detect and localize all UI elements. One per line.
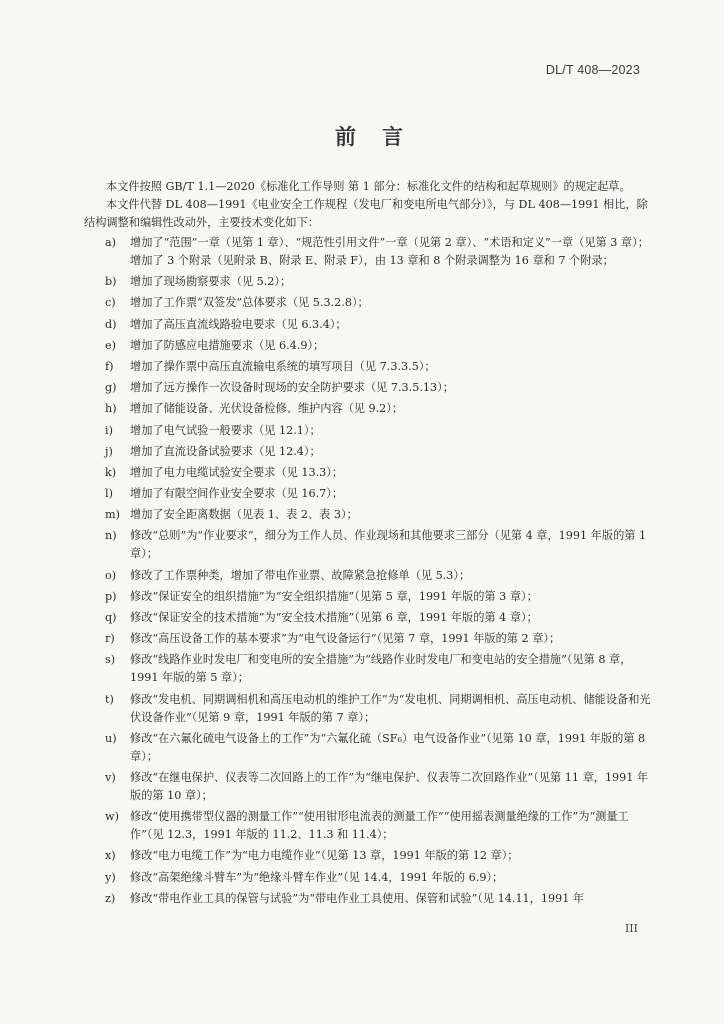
list-item-text: 修改“保证安全的组织措施”为“安全组织措施”（见第 5 章，1991 年版的第 3 章）； — [130, 589, 538, 603]
list-item-marker: z) — [105, 891, 116, 905]
list-item — [84, 400, 652, 418]
list-item-text: 修改“高压设备工作的基本要求”为“电气设备运行”（见第 7 章，1991 年版的第 2 章）； — [130, 632, 561, 646]
list-item — [84, 294, 652, 312]
list-item — [84, 485, 652, 503]
list-item-marker: e) — [105, 338, 116, 352]
list-item-marker: m) — [105, 508, 120, 522]
list-item — [84, 769, 652, 805]
list-item-marker: b) — [105, 275, 117, 289]
list-item-marker: a) — [105, 236, 117, 249]
list-item-marker: f) — [105, 359, 114, 373]
list-item-marker: u) — [105, 731, 117, 745]
list-item-marker: v) — [105, 770, 116, 784]
list-item — [84, 379, 652, 397]
list-item-text: 修改“发电机、同期调相机和高压电动机的维护工作”为“发电机、同期调相机、高压电动机、储能设备和光伏设备作业”（见第 9 章，1991 年版的第 7 章）； — [130, 692, 651, 724]
list-item — [84, 691, 652, 727]
intro-paragraph: 本文件按照 GB/T 1.1—2020《标准化工作导则 第 1 部分：标准化文件的结构和起草规则》的规定起草。 — [106, 180, 631, 193]
list-item-text: 增加了现场勘察要求（见 5.2）； — [130, 275, 292, 289]
list-item-text: 增加了有限空间作业安全要求（见 16.7）； — [130, 487, 344, 501]
list-item-marker: g) — [105, 381, 117, 395]
list-item-text: 增加了安全距离数据（见表 1、表 2、表 3）； — [130, 508, 358, 522]
list-item — [84, 808, 652, 844]
list-item — [84, 422, 652, 440]
list-item — [84, 847, 652, 865]
list-item-text: 修改“使用携带型仪器的测量工作”“使用钳形电流表的测量工作”“使用摇表测量绝缘的工作”为“测量工作”（见 12.3，1991 年版的 11.2、11.3 和 11.4）； — [130, 810, 629, 842]
list-item-text: 增加了工作票“双签发”总体要求（见 5.3.2.8）； — [130, 296, 369, 310]
list-item-marker: l) — [105, 487, 113, 501]
list-item — [84, 316, 652, 334]
list-item-marker: y) — [105, 870, 116, 884]
list-item — [84, 588, 652, 606]
list-item — [84, 630, 652, 648]
list-item-text: 修改了工作票种类，增加了带电作业票、故障紧急抢修单（见 5.3）； — [130, 568, 471, 582]
list-item-text: 增加了高压直流线路验电要求（见 6.3.4）； — [130, 317, 347, 331]
page-number: III — [624, 922, 638, 935]
list-item-marker: r) — [105, 632, 115, 646]
document-code: DL/T 408—2023 — [545, 63, 640, 77]
list-item-marker: n) — [105, 529, 117, 543]
list-item — [84, 890, 652, 908]
list-item-marker: h) — [105, 402, 117, 416]
list-item-marker: i) — [105, 423, 113, 437]
list-item-text: 修改“在继电保护、仪表等二次回路上的工作”为“继电保护、仪表等二次回路作业”（见第 11 章，1991 年版的第 10 章）； — [130, 770, 649, 802]
list-item-marker: c) — [105, 296, 116, 310]
list-item-text: 增加了直流设备试验要求（见 12.4）； — [130, 444, 321, 458]
list-item-text: 增加了电气试验一般要求（见 12.1）； — [130, 423, 321, 437]
list-item — [84, 234, 652, 270]
list-item — [84, 869, 652, 887]
list-item-marker: p) — [105, 589, 117, 603]
list-item-marker: w) — [105, 810, 119, 824]
list-item — [84, 506, 652, 524]
list-item — [84, 609, 652, 627]
technical-changes-list — [84, 234, 652, 908]
list-item-text: 增加了远方操作一次设备时现场的安全防护要求（见 7.3.5.13）； — [130, 381, 454, 395]
list-item-text: 修改“线路作业时发电厂和变电所的安全措施”为“线路作业时发电厂和变电站的安全措施”（见第 8 章，1991 年版的第 5 章）； — [130, 653, 632, 685]
list-item — [84, 358, 652, 376]
list-item-marker: t) — [105, 692, 114, 706]
list-item — [84, 273, 652, 291]
list-item-text: 增加了储能设备、光伏设备检修、维护内容（见 9.2）； — [130, 402, 404, 416]
list-item-text: 修改“高架绝缘斗臂车”为“绝缘斗臂车作业”（见 14.4，1991 年版的 6.9）； — [130, 870, 504, 884]
list-item — [84, 651, 652, 687]
list-item-marker: d) — [105, 317, 117, 331]
list-item-text: 增加了电力电缆试验安全要求（见 13.3）； — [130, 465, 344, 479]
list-item — [84, 527, 652, 563]
list-item-text: 修改“保证安全的技术措施”为“安全技术措施”（见第 6 章，1991 年版的第 4 章）； — [130, 611, 538, 624]
list-item-text: 修改“电力电缆工作”为“电力电缆作业”（见第 13 章，1991 年版的第 12 章）； — [130, 849, 519, 863]
list-item — [84, 337, 652, 355]
list-item-marker: o) — [105, 568, 117, 582]
list-item-text: 修改“在六氟化硫电气设备上的工作”为“六氟化硫（SF₆）电气设备作业”（见第 10 章，1991 年版的第 8 章）； — [130, 731, 646, 763]
list-item-marker: q) — [105, 611, 117, 624]
list-item — [84, 730, 652, 766]
list-item — [84, 464, 652, 482]
list-item-text: 增加了操作票中高压直流输电系统的填写项目（见 7.3.3.5）； — [130, 359, 436, 373]
list-item-text: 增加了防感应电措施要求（见 6.4.9）； — [130, 338, 325, 352]
list-item-marker: j) — [105, 444, 113, 458]
foreword-body — [84, 178, 652, 911]
intro-paragraph: 本文件代替 DL 408—1991《电业安全工作规程（发电厂和变电所电气部分）》，与 DL 408—1991 相比，除结构调整和编辑性改动外，主要技术变化如下： — [84, 198, 648, 229]
list-item-text: 修改“总则”为“作业要求”，细分为工作人员、作业现场和其他要求三部分（见第 4 章，1991 年版的第 1 章）； — [130, 529, 647, 561]
list-item-marker: k) — [105, 465, 117, 479]
list-item-text: 增加了“范围”一章（见第 1 章）、“规范性引用文件”一章（见第 2 章）、“术语和定义”一章（见第 3 章）；增加了 3 个附录（见附录 B、附录 E、附录 F），由 13 章和 8 个附录调整为 16 章和 7 个附录； — [130, 236, 649, 267]
page-title: 前言 — [335, 125, 429, 149]
list-item — [84, 443, 652, 461]
list-item-marker: x) — [105, 849, 116, 863]
list-item-text: 修改“带电作业工具的保管与试验”为“带电作业工具使用、保管和试验”（见 14.11，1991 年 — [130, 891, 585, 905]
list-item — [84, 567, 652, 585]
list-item-marker: s) — [105, 653, 116, 667]
